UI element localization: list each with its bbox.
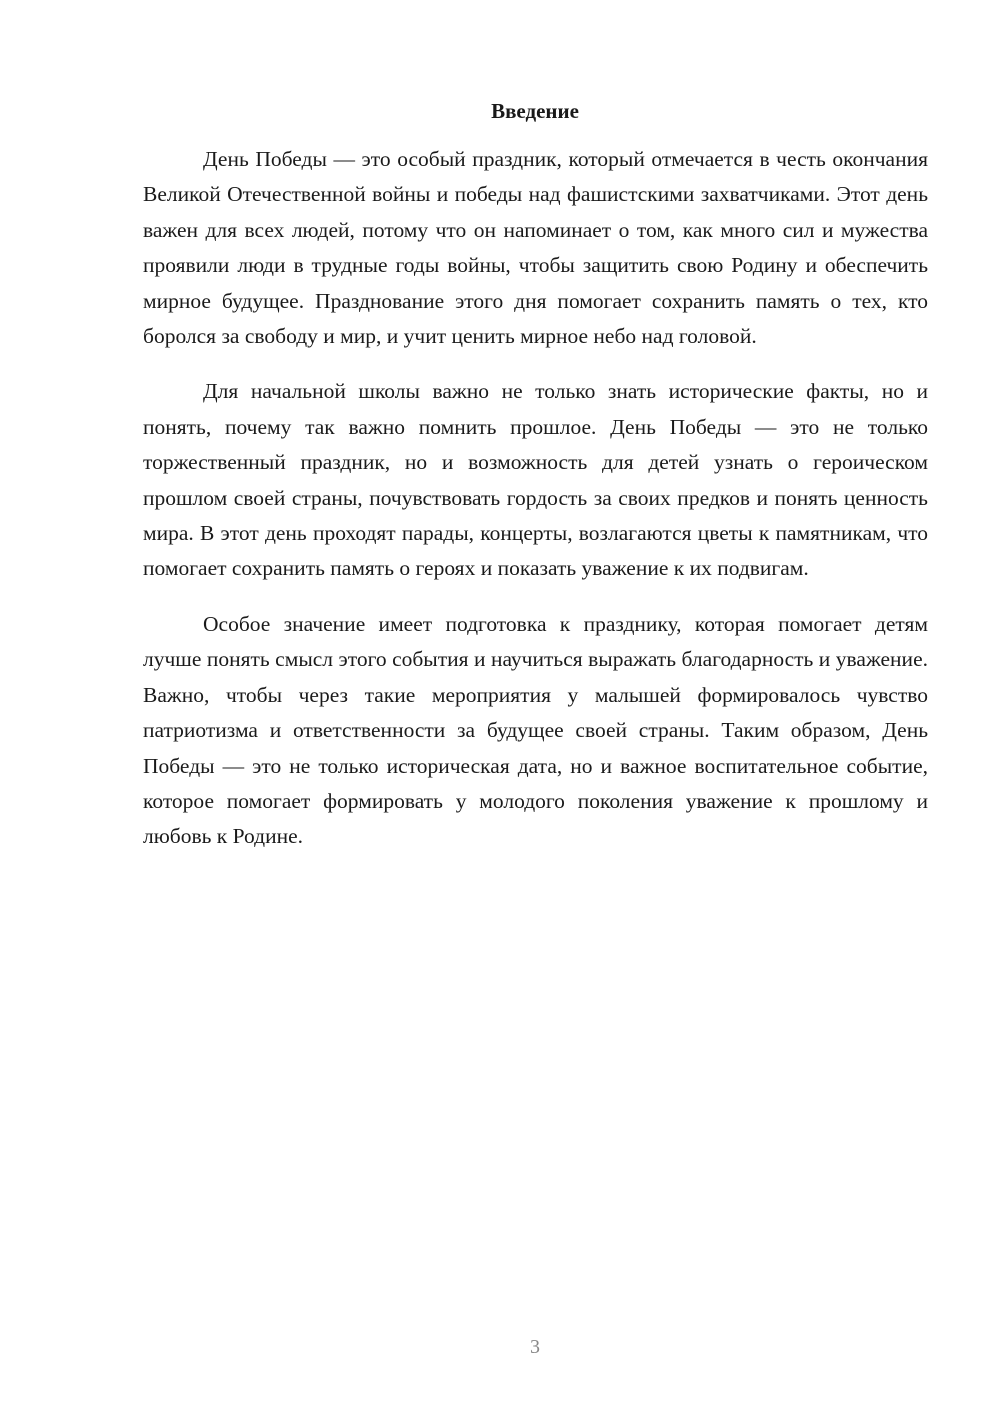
section-heading: Введение bbox=[491, 99, 579, 123]
paragraph-2: Для начальной школы важно не только знать исторические факты, но и понять, почему так важно помнить прошлое. День Победы — это не только торжественный праздник, но и возможность для детей узнать о героическом прошлом своей страны, почувствовать гордость за своих предков и понять ценность мира. В этот день проходят парады, концерты, возлагаются цветы к памятникам, что помогает сохранить память о героях и показать уважение к их подвигам. bbox=[143, 379, 928, 581]
page-number: 3 bbox=[530, 1336, 540, 1358]
body-text bbox=[143, 142, 928, 875]
paragraph-1: День Победы — это особый праздник, который отмечается в честь окончания Великой Отечественной войны и победы над фашистскими захватчиками. Этот день важен для всех людей, потому что он напоминает о том, как много сил и мужества проявили люди в трудные годы войны, чтобы защитить свою Родину и обеспечить мирное будущее. Празднование этого дня помогает сохранить память о тех, кто боролся за свободу и мир, и учит ценить мирное небо над головой. bbox=[143, 147, 928, 349]
paragraph-3: Особое значение имеет подготовка к празднику, которая помогает детям лучше понять смысл этого события и научиться выражать благодарность и уважение. Важно, чтобы через такие мероприятия у малышей формировалось чувство патриотизма и ответственности за будущее своей страны. Таким образом, День Победы — это не только историческая дата, но и важное воспитательное событие, которое помогает формировать у молодого поколения уважение к прошлому и любовь к Родине. bbox=[143, 611, 928, 849]
